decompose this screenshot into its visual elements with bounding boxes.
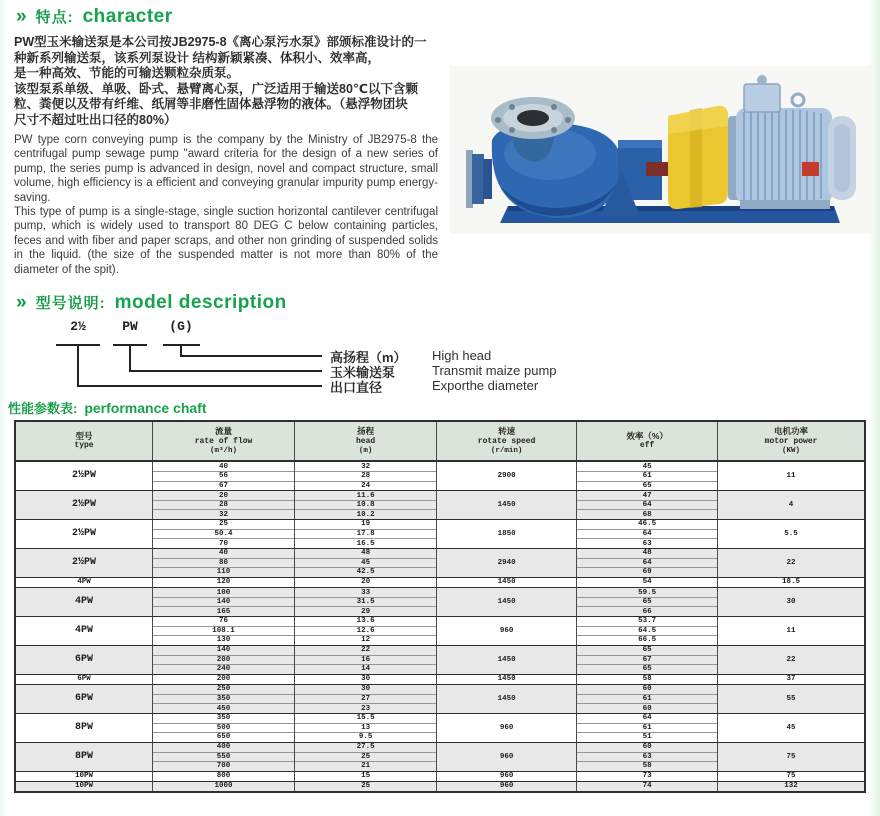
value-row: 20 — [361, 578, 371, 587]
character-title-zh: 特点: — [35, 9, 74, 26]
table-group — [16, 490, 864, 519]
value-row: 60 — [642, 685, 652, 694]
value-row: 65 — [577, 481, 717, 490]
value-row: 650 — [153, 732, 294, 741]
flow-cell — [153, 578, 295, 587]
legend-label-zh: 高扬程（m） — [330, 350, 407, 365]
table-group — [16, 548, 864, 577]
value-row: 63 — [577, 538, 717, 547]
header-unit: (r/min) — [490, 446, 523, 455]
value-row: 16 — [295, 655, 436, 664]
type-cell: 2½PW — [16, 520, 153, 548]
flow-cell — [153, 743, 295, 771]
model-title-zh: 型号说明: — [35, 295, 106, 312]
value-row: 10.8 — [295, 500, 436, 509]
eff-cell — [577, 646, 718, 674]
performance-heading — [8, 398, 207, 417]
power-cell: 11 — [786, 471, 796, 480]
character-zh-line: 粒、粪便以及带有纤维、纸屑等非磨性固体悬浮物的液体。（悬浮物团块 — [14, 97, 408, 112]
character-zh-line: PW型玉米输送泵是本公司按JB2975-8《离心泵污水泵》部颁标准设计的一 — [14, 35, 427, 49]
head-cell — [295, 549, 437, 577]
flow-cell — [153, 772, 295, 781]
value-row: 800 — [216, 772, 231, 781]
head-cell — [295, 491, 437, 519]
value-row: 58 — [642, 675, 652, 684]
speed-cell: 960 — [437, 782, 577, 791]
value-row: 16.5 — [295, 538, 436, 547]
eff-cell — [577, 520, 718, 548]
value-row: 59.5 — [638, 588, 657, 597]
value-row: 108.1 — [153, 626, 294, 635]
value-row: 400 — [216, 743, 231, 752]
table-group — [16, 577, 864, 587]
header-en: rotate speed — [477, 436, 536, 446]
value-row: 12.6 — [295, 626, 436, 635]
head-cell — [295, 617, 437, 645]
value-row: 64 — [577, 558, 717, 567]
flow-cell — [153, 491, 295, 519]
type-cell: 6PW — [16, 685, 153, 713]
value-row: 76 — [219, 617, 229, 626]
performance-title-zh: 性能参数表: — [8, 401, 78, 416]
model-code-series: PW — [122, 319, 138, 334]
value-row: 73 — [642, 772, 652, 781]
character-en-paragraph: This type of pump is a single-stage, single suction horizontal cantilever centrifugal pump, which is widely used to transport 80 DEG C below containing particles, feces and with fiber and paper scraps, and other non grinding of suspended solids in the liquid. (the size of the suspended matter is not more than 80% of the diameter of the spit). — [14, 206, 438, 276]
value-row: 165 — [153, 606, 294, 615]
value-row: 240 — [153, 664, 294, 673]
type-cell: 4PW — [16, 578, 153, 587]
value-row: 50.4 — [153, 529, 294, 538]
value-row: 32 — [361, 462, 371, 471]
value-row: 64.5 — [577, 626, 717, 635]
power-cell: 11 — [786, 626, 796, 635]
value-row: 10.2 — [295, 509, 436, 518]
legend-label-zh: 玉米输送泵 — [330, 365, 396, 380]
table-header-cell — [718, 422, 864, 460]
value-row: 1000 — [214, 782, 233, 791]
table-group — [16, 462, 864, 490]
eff-cell — [577, 772, 718, 781]
table-group — [16, 771, 864, 781]
value-row: 27 — [295, 694, 436, 703]
value-row: 66 — [577, 606, 717, 615]
value-row: 54 — [642, 578, 652, 587]
type-cell: 10PW — [16, 782, 153, 791]
table-group — [16, 587, 864, 616]
value-row: 24 — [295, 481, 436, 490]
type-cell: 8PW — [16, 714, 153, 742]
value-row: 140 — [153, 597, 294, 606]
header-zh: 流量 — [215, 426, 233, 436]
flow-cell — [153, 617, 295, 645]
value-row: 45 — [642, 462, 652, 471]
eff-cell — [577, 617, 718, 645]
head-cell — [295, 782, 437, 791]
table-header-row — [16, 422, 864, 462]
value-row: 65 — [577, 664, 717, 673]
speed-cell: 1850 — [437, 520, 577, 548]
value-row: 12 — [295, 635, 436, 644]
eff-cell — [577, 714, 718, 742]
flow-cell — [153, 714, 295, 742]
value-row: 67 — [577, 655, 717, 664]
eff-cell — [577, 743, 718, 771]
table-header-cell — [437, 422, 577, 460]
table-group — [16, 645, 864, 674]
header-en: motor power — [764, 436, 818, 446]
chevrons-marker-icon: » — [16, 6, 27, 27]
head-cell — [295, 578, 437, 587]
value-row: 61 — [577, 694, 717, 703]
value-row: 450 — [153, 703, 294, 712]
value-row: 110 — [153, 567, 294, 576]
type-cell: 10PW — [16, 772, 153, 781]
character-text-zh — [14, 35, 446, 129]
value-row: 46.5 — [638, 520, 657, 529]
value-row: 20 — [219, 491, 229, 500]
eff-cell — [577, 549, 718, 577]
speed-cell: 2900 — [437, 462, 577, 490]
power-cell: 75 — [786, 772, 796, 781]
power-cell: 55 — [786, 694, 796, 703]
table-group — [16, 616, 864, 645]
value-row: 48 — [361, 549, 371, 558]
header-en: eff — [639, 441, 655, 451]
value-row: 120 — [216, 578, 231, 587]
table-group — [16, 781, 864, 791]
value-row: 500 — [153, 723, 294, 732]
header-zh: 扬程 — [357, 426, 375, 436]
power-cell: 22 — [786, 558, 796, 567]
speed-cell: 960 — [437, 714, 577, 742]
character-zh-line: 种新系列输送泵，该系列泵设计 结构新颖紧凑、体积小、效率高， — [14, 50, 380, 65]
value-row: 67 — [153, 481, 294, 490]
speed-cell: 1450 — [437, 578, 577, 587]
head-cell — [295, 462, 437, 490]
value-row: 80 — [153, 558, 294, 567]
header-en: type — [74, 441, 94, 451]
flow-cell — [153, 549, 295, 577]
value-row: 550 — [153, 752, 294, 761]
power-cell: 45 — [786, 723, 796, 732]
character-title-en: character — [82, 6, 173, 27]
power-cell: 22 — [786, 655, 796, 664]
power-cell: 18.5 — [782, 578, 801, 587]
type-cell: 4PW — [16, 617, 153, 645]
head-cell — [295, 772, 437, 781]
speed-cell: 2940 — [437, 549, 577, 577]
value-row: 32 — [153, 509, 294, 518]
flow-cell — [153, 675, 295, 684]
head-cell — [295, 714, 437, 742]
value-row: 65 — [577, 597, 717, 606]
value-row: 69 — [577, 567, 717, 576]
page-edge-tint-left — [0, 0, 6, 816]
value-row: 40 — [219, 549, 229, 558]
type-cell: 8PW — [16, 743, 153, 771]
header-unit: (m³/h) — [210, 446, 238, 455]
speed-cell: 960 — [437, 772, 577, 781]
power-cell: 37 — [786, 675, 796, 684]
legend-label-zh: 出口直径 — [330, 380, 383, 395]
value-row: 33 — [361, 588, 371, 597]
header-zh: 转速 — [498, 426, 516, 436]
power-cell: 4 — [788, 500, 794, 509]
chevrons-marker-icon: » — [16, 292, 27, 313]
value-row: 130 — [153, 635, 294, 644]
speed-cell: 960 — [437, 617, 577, 645]
value-row: 100 — [216, 588, 231, 597]
type-cell: 6PW — [16, 646, 153, 674]
value-row: 200 — [153, 655, 294, 664]
head-cell — [295, 743, 437, 771]
table-header-cell — [153, 422, 295, 460]
value-row: 350 — [153, 694, 294, 703]
value-row: 30 — [361, 685, 371, 694]
speed-cell: 1450 — [437, 588, 577, 616]
value-row: 61 — [577, 723, 717, 732]
value-row: 40 — [219, 462, 229, 471]
head-cell — [295, 675, 437, 684]
eff-cell — [577, 588, 718, 616]
value-row: 250 — [216, 685, 231, 694]
header-zh: 效率（%） — [626, 430, 668, 441]
type-cell: 2½PW — [16, 491, 153, 519]
eff-cell — [577, 578, 718, 587]
value-row: 70 — [153, 538, 294, 547]
header-en: rate of flow — [194, 436, 253, 446]
value-row: 51 — [577, 732, 717, 741]
eff-cell — [577, 462, 718, 490]
flow-cell — [153, 588, 295, 616]
flow-cell — [153, 646, 295, 674]
legend-label-en: Exporthe diameter — [432, 378, 539, 393]
speed-cell: 1450 — [437, 491, 577, 519]
performance-title-en: performance chaft — [84, 400, 207, 416]
value-row: 42.5 — [295, 567, 436, 576]
legend-label-en: Transmit maize pump — [432, 363, 557, 378]
value-row: 64 — [577, 529, 717, 538]
value-row: 11.6 — [356, 491, 375, 500]
value-row: 60 — [577, 703, 717, 712]
value-row: 48 — [642, 549, 652, 558]
value-row: 13.6 — [356, 617, 375, 626]
header-zh: 电机功率 — [774, 426, 809, 436]
head-cell — [295, 646, 437, 674]
eff-cell — [577, 491, 718, 519]
power-cell: 30 — [786, 597, 796, 606]
character-zh-line: 尺寸不超过吐出口径的80%） — [14, 112, 177, 127]
value-row: 29 — [295, 606, 436, 615]
performance-table — [14, 420, 866, 793]
value-row: 28 — [295, 471, 436, 480]
header-zh: 型号 — [75, 430, 93, 441]
model-section-heading — [16, 292, 287, 314]
value-row: 61 — [577, 471, 717, 480]
head-cell — [295, 588, 437, 616]
eff-cell — [577, 685, 718, 713]
header-en: head — [355, 436, 376, 446]
type-cell: 2½PW — [16, 549, 153, 577]
character-en-paragraph: PW type corn conveying pump is the company by the Ministry of JB2975-8 the centrifugal pump sewage pump "award criteria for the design of a new series of pump, the series pump is advanced in design, novel and compact structure, small volume, high efficiency is a efficient and conveying granular impurity pump energy-saving. — [14, 134, 438, 204]
model-title-en: model description — [114, 292, 287, 313]
value-row: 17.8 — [295, 529, 436, 538]
value-row: 700 — [153, 761, 294, 770]
speed-cell: 1450 — [437, 685, 577, 713]
type-cell: 4PW — [16, 588, 153, 616]
value-row: 15 — [361, 772, 371, 781]
header-unit: (m) — [358, 446, 373, 455]
legend-label-en: High head — [432, 348, 492, 363]
table-group — [16, 742, 864, 771]
flow-cell — [153, 520, 295, 548]
value-row: 15.5 — [356, 714, 375, 723]
head-cell — [295, 520, 437, 548]
value-row: 22 — [361, 646, 371, 655]
power-cell: 75 — [786, 752, 796, 761]
value-row: 200 — [216, 675, 231, 684]
flow-cell — [153, 782, 295, 791]
value-row: 64 — [642, 714, 652, 723]
table-group — [16, 684, 864, 713]
value-row: 63 — [577, 752, 717, 761]
character-section-heading — [16, 6, 173, 28]
pump-illustration — [450, 66, 872, 234]
head-cell — [295, 685, 437, 713]
value-row: 58 — [577, 761, 717, 770]
value-row: 56 — [153, 471, 294, 480]
value-row: 60 — [642, 743, 652, 752]
header-unit: (KW) — [782, 446, 801, 455]
power-cell: 132 — [784, 782, 798, 791]
model-diagram — [0, 318, 880, 404]
table-group — [16, 519, 864, 548]
value-row: 68 — [577, 509, 717, 518]
value-row: 19 — [361, 520, 371, 529]
flow-cell — [153, 462, 295, 490]
value-row: 13 — [295, 723, 436, 732]
speed-cell: 1450 — [437, 675, 577, 684]
value-row: 25 — [295, 752, 436, 761]
type-cell: 2½PW — [16, 462, 153, 490]
value-row: 64 — [577, 500, 717, 509]
value-row: 66.5 — [577, 635, 717, 644]
value-row: 23 — [295, 703, 436, 712]
speed-cell: 960 — [437, 743, 577, 771]
value-row: 65 — [642, 646, 652, 655]
value-row: 30 — [361, 675, 371, 684]
eff-cell — [577, 782, 718, 791]
eff-cell — [577, 675, 718, 684]
model-code-variant: (G) — [169, 319, 193, 334]
table-body — [16, 462, 864, 791]
power-cell: 5.5 — [784, 529, 798, 538]
character-zh-line: 是一种高效、节能的可输送颗粒杂质泵。 — [14, 66, 240, 81]
table-header-cell — [295, 422, 437, 460]
value-row: 27.5 — [356, 743, 375, 752]
value-row: 140 — [216, 646, 231, 655]
table-group — [16, 713, 864, 742]
value-row: 9.5 — [295, 732, 436, 741]
value-row: 21 — [295, 761, 436, 770]
table-header-cell — [577, 422, 718, 460]
value-row: 28 — [153, 500, 294, 509]
character-zh-line: 该型泵系单级、单吸、卧式、悬臂离心泵，广泛适用于输送80℃以下含颗 — [14, 81, 419, 96]
value-row: 53.7 — [638, 617, 657, 626]
character-text-en — [14, 133, 438, 277]
table-group — [16, 674, 864, 684]
value-row: 350 — [216, 714, 231, 723]
value-row: 25 — [219, 520, 229, 529]
value-row: 47 — [642, 491, 652, 500]
table-header-cell — [16, 422, 153, 460]
value-row: 14 — [295, 664, 436, 673]
value-row: 74 — [642, 782, 652, 791]
value-row: 31.5 — [295, 597, 436, 606]
speed-cell: 1450 — [437, 646, 577, 674]
flow-cell — [153, 685, 295, 713]
model-code-outlet-size: 2½ — [70, 319, 86, 334]
pump-photo — [450, 66, 872, 234]
value-row: 25 — [361, 782, 371, 791]
value-row: 45 — [295, 558, 436, 567]
type-cell: 6PW — [16, 675, 153, 684]
